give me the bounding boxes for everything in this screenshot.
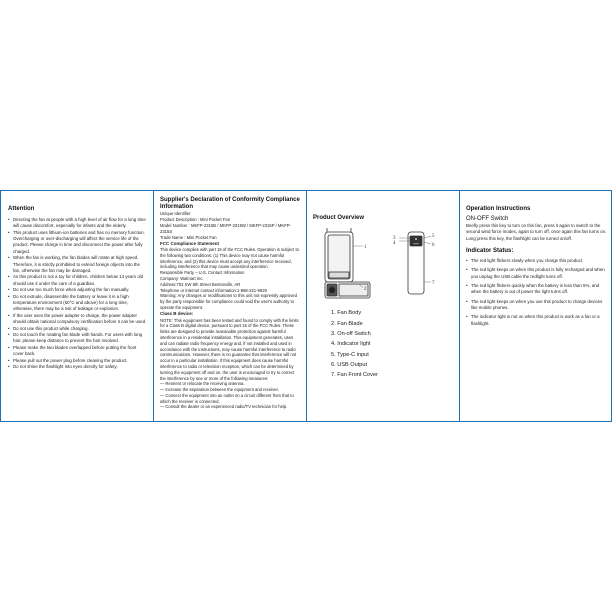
conformity-line: Trade Name : Mini Pocket Fan <box>160 234 217 240</box>
overview-title: Product Overview <box>313 215 365 221</box>
attention-item: • Do not use this product while charging. <box>8 326 147 332</box>
fcc-line: Responsible Party – U.S. Contact Information <box>160 270 245 276</box>
instruction-sheet <box>0 190 612 422</box>
conformity-body <box>160 211 300 410</box>
part-item: 7. Fan Front Cover <box>331 372 378 379</box>
classb-line: — Connect the equipment into an outlet on a circuit different from that to which the receiver is connected. <box>160 392 294 404</box>
attention-item: • Please make the two blades overlapped before putting the front cover back. <box>8 345 147 358</box>
switch-title: ON-OFF Switch <box>466 216 509 223</box>
fcc-title: FCC Compliance Statement <box>160 240 220 246</box>
indicator-item: • The red light keeps on when this product is fully recharged and when you unplug the USB cable the redlight turns off. <box>466 267 607 280</box>
conformity-panel <box>153 191 306 421</box>
fcc-line: Address:702 SW 8th Street Bentonville, AR <box>160 281 241 287</box>
part-item: 2. Fan Blade <box>331 320 363 327</box>
operation-title: Operation Instructions <box>466 206 531 212</box>
indicator-item: • The red light keeps on when you use this product to charge devices like mobile phones. <box>466 299 607 312</box>
part-item: 5. Type-C input <box>331 351 369 358</box>
callout-label: 3 <box>393 236 396 242</box>
product-diagram <box>313 224 453 304</box>
indicator-list <box>466 258 607 327</box>
fan-side-view <box>408 232 424 294</box>
classb-line: — Increase the separation between the equipment and receiver. <box>160 387 279 393</box>
attention-item: • Do not shine the flashlight into eyes directly for safety. <box>8 364 147 370</box>
callout-label: 2 <box>364 287 367 293</box>
indicator-item: • The indicator light is not on when this product is work as a fan or a flashlight. <box>466 314 607 327</box>
fan-diagram-illustration <box>313 224 453 304</box>
attention-item: • If the user uses the power adapter to charge, the power adapter should obtain national compulsory certification before it can be used. <box>8 313 147 326</box>
classb-line: — Reorient or relocate the receiving antenna. <box>160 381 245 387</box>
attention-item: • Do not touch the rotating fan blade with hands. For users with long hair, please keep distance to prevent the hair involved. <box>8 332 147 345</box>
conformity-title: Supplier's Declaration of Conformity Compliance Information <box>160 197 300 211</box>
attention-panel <box>1 191 153 421</box>
conformity-line: Model Number : MKFP-2315B / MKFP-2315W / MKFP-2315P / MKFP-2315S <box>160 222 291 234</box>
classb-title: Class B device: <box>160 311 194 317</box>
callout-label: 6 <box>432 243 435 249</box>
attention-title: Attention <box>8 206 35 212</box>
attention-item: • As this product is not a toy for children, children below 14 years old should use it under the care of a guardian. <box>8 274 147 287</box>
part-item: 1. Fan Body <box>331 310 362 317</box>
indicator-item: • The red light flickers quickly when the battery is less than 5%, and when the battery is out of power the light turns off. <box>466 283 607 296</box>
attention-item: • Do not extrude, disassemble the battery or leave it in a high temperature environment (60°C and above) for a long time, otherwise, there may be a risk of leakage or explosion. <box>8 294 147 313</box>
part-item: 3. On-off Switch <box>331 330 371 337</box>
callout-label: 4 <box>393 241 396 247</box>
overview-panel <box>306 191 459 421</box>
fcc-line: Company: Walmart Inc. <box>160 276 204 282</box>
attention-item: • Do not use too much force when adjusting the fan manually. <box>8 287 147 293</box>
conformity-line: Product Description : Mini Pocket Fan <box>160 217 231 223</box>
indicator-title: Indicator Status: <box>466 247 514 254</box>
attention-item: • When the fan is working, the fan blades will rotate at high speed. Therefore, it is strictly prohibited to extend foreign objects into the fan, otherwise the fan may be damaged. <box>8 255 147 274</box>
attention-item: • This product uses lithium-ion batteries and has no memory function. Overcharging or over-discharging will affect the service life of the product. Please charge in time and disconnect the power after fully charged. <box>8 230 147 255</box>
fcc-line: This device complies with part 15 of the FCC Rules. Operation is subject to the following two conditions: (1) This device may not cause harmful interference, and (2) this device must accept any interference received, including interference that may cause undesired operation. <box>160 247 299 270</box>
part-item: 6. USB Output <box>331 361 368 368</box>
conformity-line: Unique Identifier <box>160 211 191 217</box>
part-item: 4. Indicator light <box>331 341 371 348</box>
operation-panel <box>459 191 612 421</box>
attention-list <box>8 217 147 370</box>
fcc-line: Telephone or internet contact information:1-888-321-9929 <box>160 287 267 293</box>
attention-item: • Please pull out the power plug before cleaning the product. <box>8 358 147 364</box>
callout-label: 7 <box>432 281 435 287</box>
switch-text: Briefly press this key to turn on this fan, press it again to switch to the second wind force modes, again to turn off, once again this fan turns on. Long press this key, the flashlight can be turned on/off. <box>466 223 607 241</box>
callout-label: 5 <box>432 234 435 240</box>
attention-item: • Directing the fan at people with a high level of air flow for a long time will cause discomfort, especially for infants and the elderly. <box>8 217 147 230</box>
callout-label: 1 <box>364 245 367 251</box>
classb-line: — Consult the dealer or an experienced radio/TV technician for help. <box>160 404 288 410</box>
classb-line: NOTE: This equipment has been tested and found to comply with the limits for a Class B digital device, pursuant to part 15 of the FCC Rules. These limits are designed to provide reasonable protection against harmful interference in a residential installation. This equipment generates, uses and can radiate radio frequency energy and, if not installed and used in accordance with the instructions, may cause harmful interference to radio communications. However, there is no guarantee that interference will not occur in a particular installation. If this equipment does cause harmful interference to radio or television reception, which can be determined by turning the equipment off and on, the user is encouraged to try to correct the interference by one or more of the following measures: <box>160 317 299 381</box>
fcc-line: Warning: Any changes or modifications to this unit not expressly approved by the party responsible for compliance could void the user's authority to operate the equipment. <box>160 293 297 311</box>
parts-list <box>331 308 453 380</box>
indicator-item: • The red light flickers slowly when you charge this product. <box>466 258 607 264</box>
